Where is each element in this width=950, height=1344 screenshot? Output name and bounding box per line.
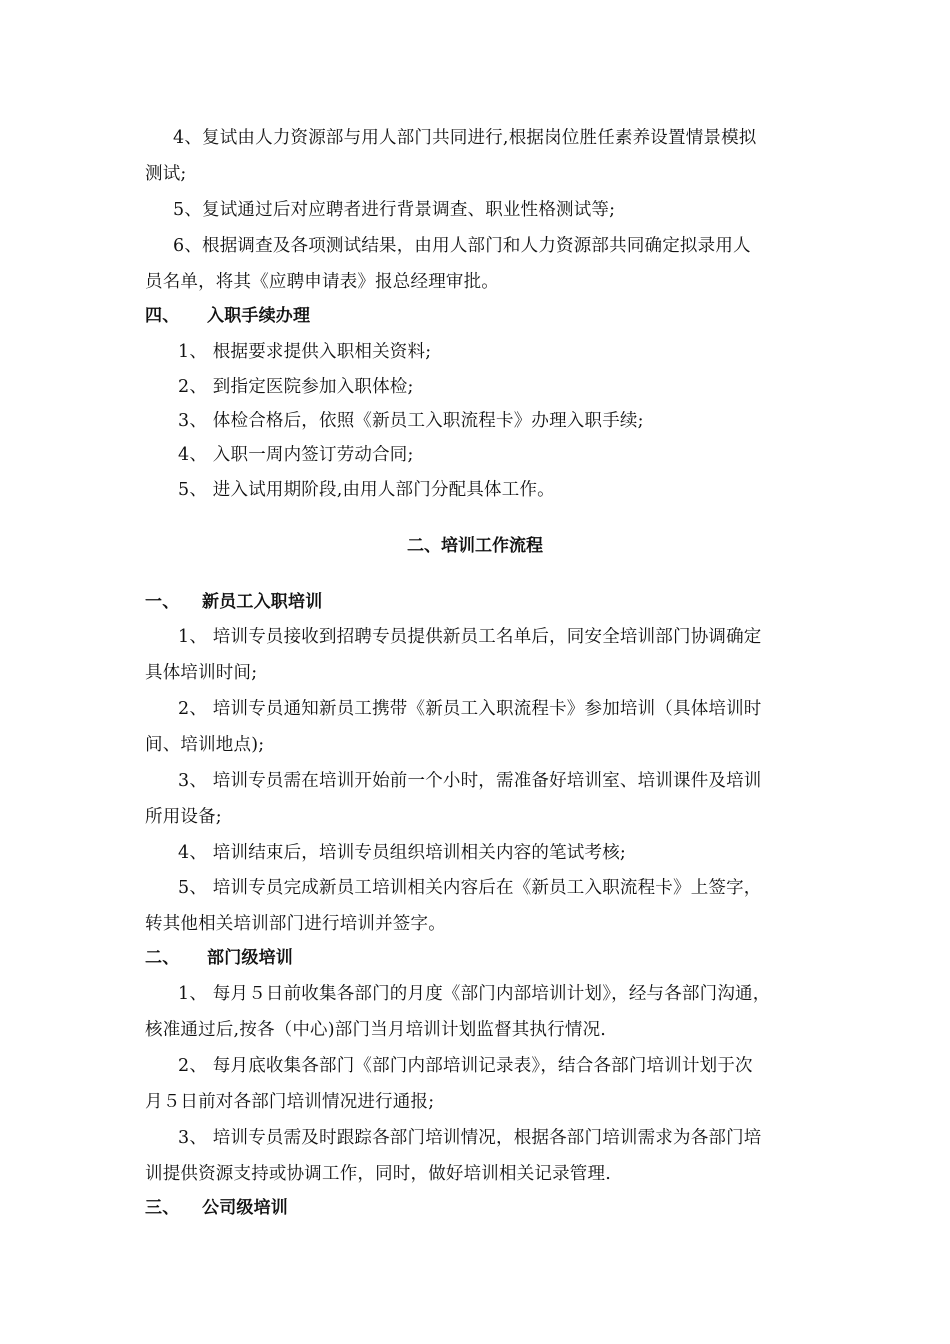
paragraph-line: 训提供资源支持或协调工作，同时，做好培训相关记录管理. bbox=[145, 1164, 611, 1184]
paragraph-line: 1、 培训专员接收到招聘专员提供新员工名单后，同安全培训部门协调确定 bbox=[178, 627, 762, 647]
list-item: 1、 根据要求提供入职相关资料; bbox=[178, 342, 432, 362]
section-heading bbox=[145, 946, 293, 970]
section-number: 三、 bbox=[145, 1198, 180, 1218]
paragraph-line: 测试; bbox=[145, 164, 187, 184]
paragraph-line: 3、 培训专员需及时跟踪各部门培训情况，根据各部门培训需求为各部门培 bbox=[178, 1128, 762, 1148]
section-heading bbox=[145, 1196, 288, 1220]
list-item: 2、 到指定医院参加入职体检; bbox=[178, 377, 414, 397]
section-title: 新员工入职培训 bbox=[202, 592, 323, 612]
list-item: 5、 进入试用期阶段,由用人部门分配具体工作。 bbox=[178, 480, 555, 500]
list-item: 4、 入职一周内签订劳动合同; bbox=[178, 445, 414, 465]
section-title: 入职手续办理 bbox=[207, 306, 311, 326]
paragraph-line: 所用设备; bbox=[145, 807, 222, 827]
paragraph-line: 间、培训地点); bbox=[145, 735, 265, 755]
paragraph-line: 5、 培训专员完成新员工培训相关内容后在《新员工入职流程卡》上签字， bbox=[178, 878, 762, 898]
paragraph-line: 4、 培训结束后，培训专员组织培训相关内容的笔试考核; bbox=[178, 843, 626, 863]
paragraph-line: 3、 培训专员需在培训开始前一个小时，需准备好培训室、培训课件及培训 bbox=[178, 771, 762, 791]
paragraph-line: 5、复试通过后对应聘者进行背景调查、职业性格测试等; bbox=[173, 200, 616, 220]
paragraph-line: 转其他相关培训部门进行培训并签字。 bbox=[145, 914, 446, 934]
list-item: 3、 体检合格后，依照《新员工入职流程卡》办理入职手续; bbox=[178, 411, 644, 431]
section-heading bbox=[145, 304, 310, 328]
paragraph-line: 2、 每月底收集各部门《部门内部培训记录表》，结合各部门培训计划于次 bbox=[178, 1056, 753, 1076]
section-heading bbox=[145, 590, 322, 614]
paragraph-line: 2、 培训专员通知新员工携带《新员工入职流程卡》参加培训（具体培训时 bbox=[178, 699, 762, 719]
section-number: 一、 bbox=[145, 592, 180, 612]
chapter-title: 二、培训工作流程 bbox=[407, 536, 543, 556]
section-title: 公司级培训 bbox=[202, 1198, 288, 1218]
paragraph-line: 具体培训时间; bbox=[145, 663, 258, 683]
paragraph-line: 4、复试由人力资源部与用人部门共同进行,根据岗位胜任素养设置情景模拟 bbox=[173, 128, 757, 148]
section-title: 部门级培训 bbox=[207, 948, 293, 968]
section-number: 四、 bbox=[145, 306, 180, 326]
section-number: 二、 bbox=[145, 948, 180, 968]
paragraph-line: 月５日前对各部门培训情况进行通报; bbox=[145, 1092, 435, 1112]
paragraph-line: 员名单，将其《应聘申请表》报总经理审批。 bbox=[145, 272, 499, 292]
paragraph-line: 1、 每月５日前收集各部门的月度《部门内部培训计划》，经与各部门沟通， bbox=[178, 984, 771, 1004]
paragraph-line: 6、根据调查及各项测试结果，由用人部门和人力资源部共同确定拟录用人 bbox=[173, 236, 751, 256]
paragraph-line: 核准通过后,按各（中心)部门当月培训计划监督其执行情况. bbox=[145, 1020, 607, 1040]
